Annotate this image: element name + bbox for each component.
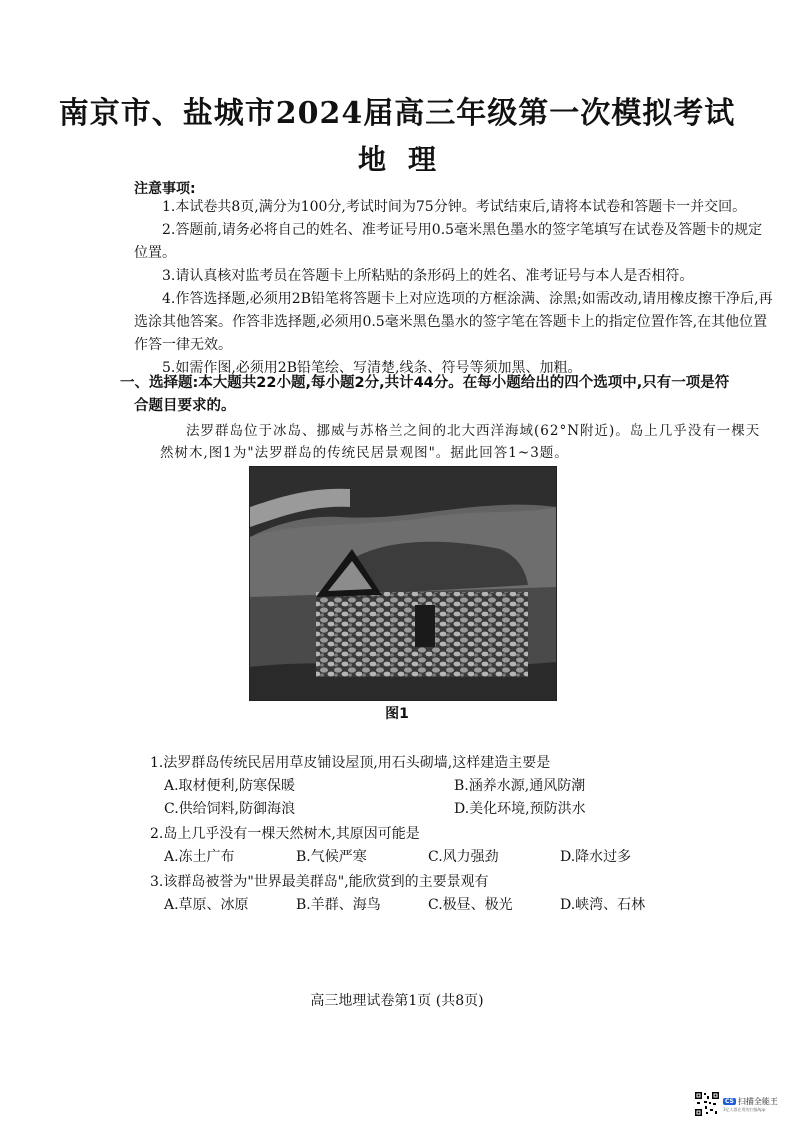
scanner-badge bbox=[694, 1091, 778, 1117]
notes-list bbox=[134, 196, 774, 380]
badge-subtitle: 3亿人都在用的扫描App bbox=[723, 1106, 766, 1112]
option-a: A.取材便利,防寒保暖 bbox=[164, 778, 296, 794]
page-footer: 高三地理试卷第1页 (共8页) bbox=[310, 993, 484, 1009]
option-b: B.羊群、海鸟 bbox=[296, 897, 381, 913]
note-item: 1.本试卷共8页,满分为100分,考试时间为75分钟。考试结束后,请将本试卷和答题卡一并交回。 bbox=[162, 199, 747, 215]
badge-title bbox=[723, 1096, 778, 1107]
option-a: A.草原、冰原 bbox=[164, 897, 249, 913]
note-item: 2.答题前,请务必将自己的姓名、准考证号用0.5毫米黑色墨水的签字笔填写在试卷及答题卡的规定位置。 bbox=[134, 222, 763, 261]
questions bbox=[150, 752, 780, 919]
badge-text bbox=[723, 1096, 778, 1113]
option-b: B.涵养水源,通风防潮 bbox=[454, 778, 586, 794]
option-row bbox=[150, 846, 780, 869]
subject-title: 地理 bbox=[357, 143, 458, 176]
option-row bbox=[150, 775, 780, 798]
option-a: A.冻土广布 bbox=[164, 849, 235, 865]
question-stem: 3.该群岛被誉为"世界最美群岛",能欣赏到的主要景观有 bbox=[150, 874, 489, 890]
figure-caption: 图1 bbox=[385, 706, 409, 722]
question-2 bbox=[150, 823, 780, 869]
question-intro: 法罗群岛位于冰岛、挪威与苏格兰之间的北大西洋海域(62°N附近)。岛上几乎没有一棵天然树木,图1为"法罗群岛的传统民居景观图"。据此回答1~3题。 bbox=[160, 423, 761, 461]
section-heading-line: 合题目要求的。 bbox=[134, 398, 236, 414]
badge-app-name: 扫描全能王 bbox=[737, 1096, 778, 1106]
question-1 bbox=[150, 752, 780, 821]
note-item: 3.请认真核对监考员在答题卡上所粘贴的条形码上的姓名、准考证号与本人是否相符。 bbox=[162, 268, 694, 284]
option-row bbox=[150, 798, 780, 821]
option-d: D.峡湾、石林 bbox=[560, 897, 646, 913]
figure-house-photo bbox=[249, 466, 557, 701]
option-d: D.降水过多 bbox=[560, 849, 632, 865]
note-item: 5.如需作图,必须用2B铅笔绘、写清楚,线条、符号等须加黑、加粗。 bbox=[162, 360, 582, 376]
question-stem: 1.法罗群岛传统民居用草皮铺设屋顶,用石头砌墙,这样建造主要是 bbox=[150, 755, 551, 771]
camscanner-logo-icon: CS bbox=[725, 1097, 734, 1105]
qr-code-icon bbox=[694, 1091, 720, 1117]
option-d: D.美化环境,预防洪水 bbox=[454, 801, 586, 817]
section-heading-line: 一、选择题:本大题共22小题,每小题2分,共计44分。在每小题给出的四个选项中,只有一项是符 bbox=[120, 375, 730, 391]
question-3 bbox=[150, 871, 780, 917]
notes-heading: 注意事项: bbox=[134, 181, 196, 197]
option-c: C.极昼、极光 bbox=[428, 897, 513, 913]
turf-house-illustration bbox=[250, 467, 556, 700]
option-row bbox=[150, 894, 780, 917]
question-stem: 2.岛上几乎没有一棵天然树木,其原因可能是 bbox=[150, 826, 420, 842]
option-b: B.气候严寒 bbox=[296, 849, 367, 865]
page-title: 南京市、盐城市2024届高三年级第一次模拟考试 bbox=[58, 96, 736, 131]
option-c: C.风力强劲 bbox=[428, 849, 499, 865]
option-c: C.供给饲料,防御海浪 bbox=[164, 801, 296, 817]
note-item: 4.作答选择题,必须用2B铅笔将答题卡上对应选项的方框涂满、涂黑;如需改动,请用橡皮擦干净后,再选涂其他答案。作答非选择题,必须用0.5毫米黑色墨水的签字笔在答题卡上的指定位置作答,在其他位置作答一律无效。 bbox=[134, 291, 773, 353]
section-heading bbox=[120, 372, 776, 418]
